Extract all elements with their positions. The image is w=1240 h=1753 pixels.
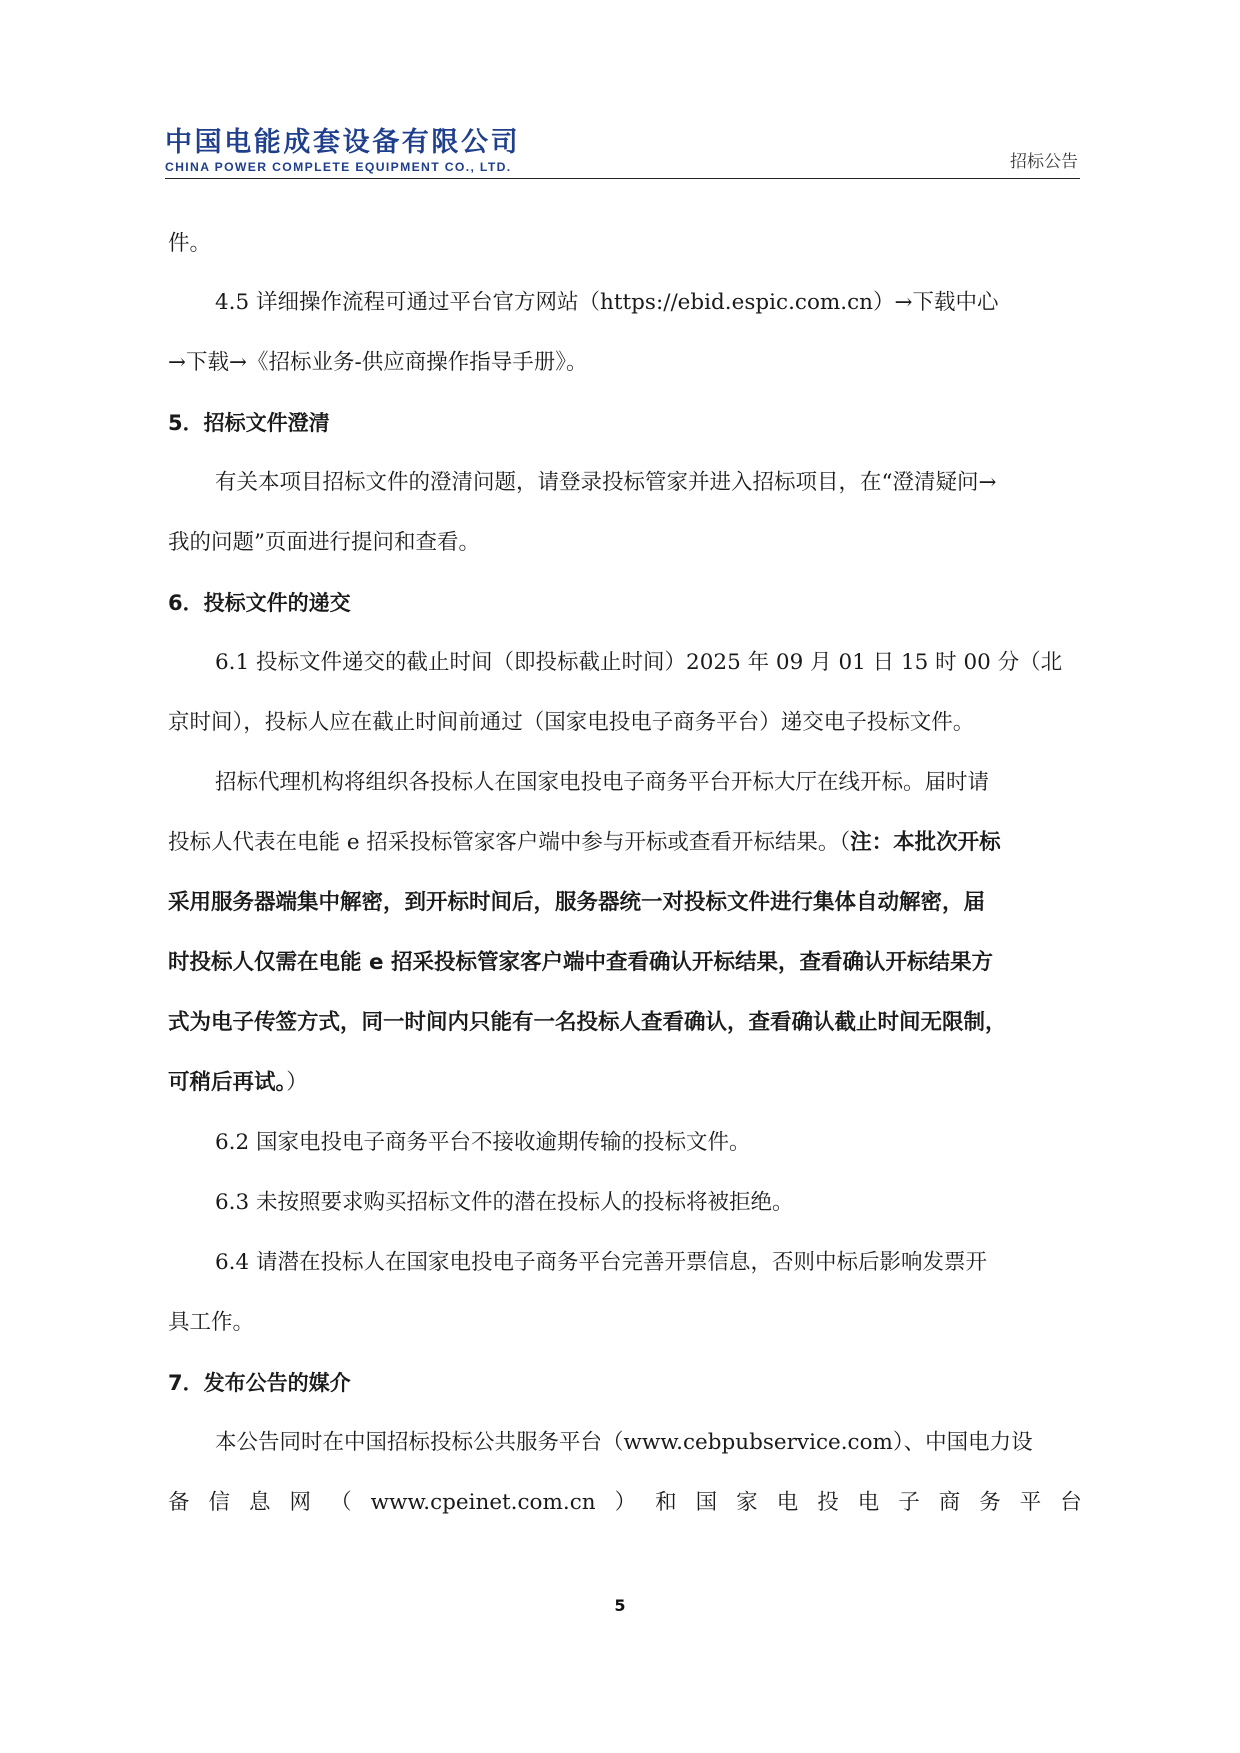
note-run: 注：本批次开标	[850, 830, 1001, 855]
section-heading-5: 5．招标文件澄清	[168, 411, 330, 435]
justified-line	[168, 1488, 1082, 1518]
paragraph-line: 有关本项目招标文件的澄清问题，请登录投标管家并进入招标项目，在“澄清疑问→	[215, 470, 997, 495]
text-run: 投标人代表在电能 e 招采投标管家客户端中参与开标或查看开标结果。（	[168, 830, 851, 855]
note-run: 可稍后再试。	[168, 1070, 287, 1095]
note-line: 采用服务器端集中解密，到开标时间后，服务器统一对投标文件进行集体自动解密，届	[168, 890, 986, 915]
paragraph-line: 件。	[168, 231, 212, 256]
section-heading-7: 7．发布公告的媒介	[168, 1371, 351, 1395]
paragraph-line: 6.1 投标文件递交的截止时间（即投标截止时间）2025 年 09 月 01 日 15 时 00 分（北	[215, 650, 1063, 675]
note-line: 式为电子传签方式，同一时间内只能有一名投标人查看确认，查看确认截止时间无限制，	[168, 1010, 1007, 1035]
paragraph-line: →下载→《招标业务-供应商操作指导手册》。	[168, 350, 588, 375]
text-run: ）	[614, 1490, 637, 1515]
text-run: 电	[776, 1490, 799, 1515]
text-run: （	[330, 1490, 352, 1515]
paragraph-line: 4.5 详细操作流程可通过平台官方网站（https://ebid.espic.com.cn）→下载中心	[215, 290, 999, 315]
text-run: 子	[898, 1490, 920, 1515]
logo-chinese-name: 中国电能成套设备有限公司	[165, 127, 521, 158]
paragraph-line	[168, 1068, 1082, 1098]
document-type: 招标公告	[1010, 152, 1078, 172]
text-run: 和	[655, 1490, 677, 1515]
text-run: 备	[168, 1490, 190, 1515]
text-run: 网	[289, 1490, 312, 1515]
text-run: 家	[736, 1490, 758, 1515]
text-run: 国	[695, 1490, 718, 1515]
page-number: 5	[614, 1596, 626, 1615]
paragraph-line	[168, 828, 1082, 858]
text-run: 信	[208, 1490, 231, 1515]
text-run: 投	[817, 1490, 839, 1515]
paragraph-line: 6.2 国家电投电子商务平台不接收逾期传输的投标文件。	[215, 1130, 751, 1155]
company-logo	[165, 128, 520, 175]
text-run: 平	[1019, 1490, 1042, 1515]
text-run: 电	[857, 1490, 880, 1515]
text-run: ）	[286, 1070, 308, 1095]
page-header	[165, 128, 1080, 179]
paragraph-line: 我的问题”页面进行提问和查看。	[168, 530, 480, 555]
note-line: 时投标人仅需在电能 e 招采投标管家客户端中查看确认开标结果，查看确认开标结果方	[168, 950, 994, 975]
text-run: 商	[938, 1490, 961, 1515]
logo-english-name: CHINA POWER COMPLETE EQUIPMENT CO., LTD.	[165, 160, 512, 174]
paragraph-line: 6.3 未按照要求购买招标文件的潜在投标人的投标将被拒绝。	[215, 1190, 794, 1215]
paragraph-line: 具工作。	[168, 1310, 255, 1335]
text-run: www.cpeinet.com.cn	[370, 1490, 596, 1515]
paragraph-line: 本公告同时在中国招标投标公共服务平台（www.cebpubservice.com）、中国电力设	[215, 1430, 1033, 1455]
text-run: 台	[1060, 1490, 1082, 1515]
paragraph-line: 京时间），投标人应在截止时间前通过（国家电投电子商务平台）递交电子投标文件。	[168, 710, 975, 735]
section-heading-6: 6．投标文件的递交	[168, 591, 351, 615]
text-run: 务	[979, 1490, 1001, 1515]
paragraph-line: 6.4 请潜在投标人在国家电投电子商务平台完善开票信息，否则中标后影响发票开	[215, 1250, 988, 1275]
text-run: 息	[249, 1490, 271, 1515]
paragraph-line: 招标代理机构将组织各投标人在国家电投电子商务平台开标大厅在线开标。届时请	[215, 770, 990, 795]
